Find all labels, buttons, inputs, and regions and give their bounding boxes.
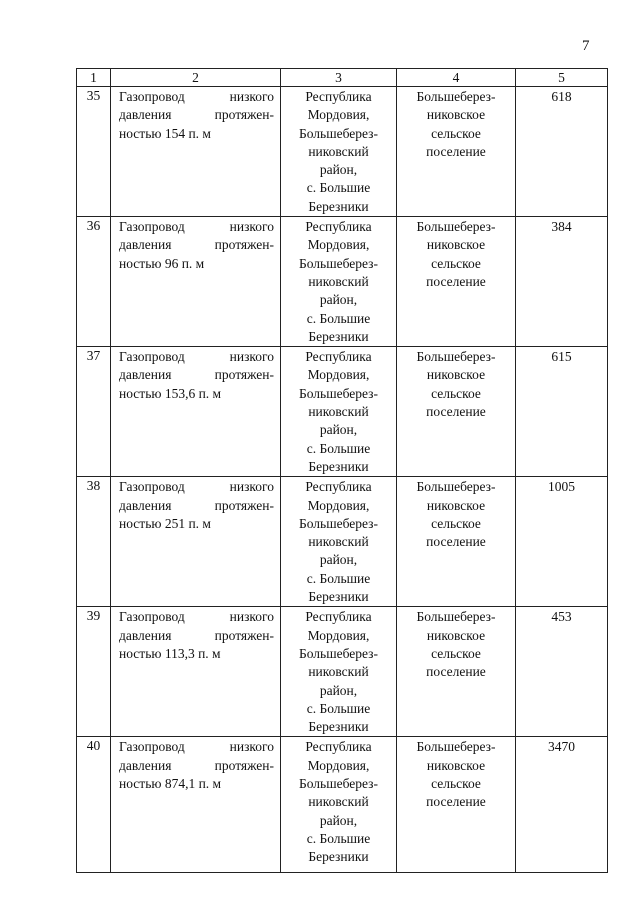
object-name-line: давления протяжен- <box>119 627 274 643</box>
municipality-line: сельское <box>431 515 481 531</box>
municipality-line: никовское <box>426 107 486 123</box>
municipality-line: поселение <box>426 404 486 420</box>
page-number: 7 <box>582 38 590 54</box>
location-line: Большеберез- <box>298 645 379 661</box>
municipality-cell <box>397 347 516 477</box>
municipality-line: Большеберез- <box>416 89 496 104</box>
object-name-line: ностью 96 п. м <box>119 255 205 271</box>
municipality-line: Большеберез- <box>416 219 496 235</box>
location-line: Мордовия, <box>307 367 370 383</box>
location-line: Республика <box>305 609 372 625</box>
location-line: Республика <box>305 89 372 104</box>
object-name-line: Газопровод низкого <box>119 609 274 625</box>
location-line: Мордовия, <box>307 627 370 643</box>
objects-table <box>76 68 608 873</box>
value-cell: 453 <box>516 607 608 737</box>
location-line: никовский <box>308 273 369 289</box>
table-row <box>77 607 608 737</box>
municipality-line: сельское <box>431 125 481 141</box>
location-line: никовский <box>308 143 369 159</box>
location-line: никовский <box>308 404 369 420</box>
object-name-line: ностью 154 п. м <box>119 125 211 141</box>
location-line: Березники <box>308 198 369 214</box>
municipality-line: сельское <box>431 645 481 661</box>
municipality-cell <box>397 607 516 737</box>
object-name-cell <box>111 607 281 737</box>
municipality-cell <box>397 217 516 347</box>
location-line: Березники <box>308 328 369 344</box>
object-name-line: ностью 113,3 п. м <box>119 645 221 661</box>
location-line: с. Большие <box>306 570 371 586</box>
row-number-cell: 37 <box>77 347 111 477</box>
header-cell-3: 3 <box>281 69 397 87</box>
object-name-cell <box>111 737 281 873</box>
location-line: район, <box>319 422 358 438</box>
location-line: Мордовия, <box>307 497 370 513</box>
municipality-line: сельское <box>431 255 481 271</box>
location-line: с. Большие <box>306 180 371 196</box>
location-line: никовский <box>308 534 369 550</box>
municipality-cell <box>397 87 516 217</box>
municipality-line: поселение <box>426 143 486 159</box>
row-number-cell: 39 <box>77 607 111 737</box>
object-name-line: ностью 153,6 п. м <box>119 385 222 401</box>
location-line: Большеберез- <box>298 775 379 791</box>
location-line: никовский <box>308 794 369 810</box>
header-cell-4: 4 <box>397 69 516 87</box>
municipality-line: Большеберез- <box>416 349 496 365</box>
object-name-line: ностью 874,1 п. м <box>119 775 222 791</box>
location-line: Большеберез- <box>298 515 379 531</box>
location-line: Мордовия, <box>307 757 370 773</box>
object-name-line: давления протяжен- <box>119 107 274 123</box>
municipality-line: никовское <box>426 627 486 643</box>
value-cell: 3470 <box>516 737 608 873</box>
location-line: Республика <box>305 739 372 755</box>
object-name-line: Газопровод низкого <box>119 349 274 365</box>
municipality-line: Большеберез- <box>416 479 496 495</box>
location-line: с. Большие <box>306 700 371 716</box>
location-cell <box>281 607 397 737</box>
location-line: район, <box>319 292 358 308</box>
municipality-line: поселение <box>426 664 486 680</box>
location-line: никовский <box>308 664 369 680</box>
location-line: район, <box>319 682 358 698</box>
municipality-line: поселение <box>426 273 486 289</box>
location-line: Мордовия, <box>307 107 370 123</box>
municipality-line: сельское <box>431 385 481 401</box>
header-cell-5: 5 <box>516 69 608 87</box>
table-row <box>77 217 608 347</box>
location-line: Республика <box>305 219 372 235</box>
header-row <box>77 69 608 87</box>
municipality-line: никовское <box>426 497 486 513</box>
value-cell: 1005 <box>516 477 608 607</box>
object-name-line: ностью 251 п. м <box>119 515 211 531</box>
location-line: с. Большие <box>306 310 371 326</box>
header-cell-1: 1 <box>77 69 111 87</box>
location-line: Березники <box>308 719 369 735</box>
object-name-cell <box>111 217 281 347</box>
row-number-cell: 36 <box>77 217 111 347</box>
table-body <box>77 87 608 873</box>
municipality-line: никовское <box>426 237 486 253</box>
value-cell: 384 <box>516 217 608 347</box>
municipality-line: никовское <box>426 757 486 773</box>
location-line: Березники <box>308 458 369 474</box>
municipality-line: поселение <box>426 794 486 810</box>
municipality-line: Большеберез- <box>416 609 496 625</box>
value-cell: 618 <box>516 87 608 217</box>
object-name-line: давления протяжен- <box>119 757 274 773</box>
object-name-cell <box>111 347 281 477</box>
object-name-line: Газопровод низкого <box>119 739 274 755</box>
object-name-cell <box>111 477 281 607</box>
object-name-line: давления протяжен- <box>119 367 274 383</box>
location-line: Большеберез- <box>298 385 379 401</box>
municipality-line: сельское <box>431 775 481 791</box>
table-row <box>77 347 608 477</box>
location-line: район, <box>319 162 358 178</box>
location-line: Республика <box>305 349 372 365</box>
location-cell <box>281 87 397 217</box>
municipality-line: поселение <box>426 534 486 550</box>
object-name-line: Газопровод низкого <box>119 219 274 235</box>
row-number-cell: 38 <box>77 477 111 607</box>
location-line: Березники <box>308 849 369 865</box>
object-name-line: давления протяжен- <box>119 237 274 253</box>
location-line: Березники <box>308 589 369 605</box>
location-cell <box>281 737 397 873</box>
municipality-cell <box>397 477 516 607</box>
table-row <box>77 477 608 607</box>
row-number-cell: 35 <box>77 87 111 217</box>
object-name-line: давления протяжен- <box>119 497 274 513</box>
object-name-line: Газопровод низкого <box>119 479 274 495</box>
municipality-line: Большеберез- <box>416 739 496 755</box>
location-cell <box>281 347 397 477</box>
row-number-cell: 40 <box>77 737 111 873</box>
header-cell-2: 2 <box>111 69 281 87</box>
location-line: Большеберез- <box>298 125 379 141</box>
location-cell <box>281 217 397 347</box>
location-line: район, <box>319 552 358 568</box>
table-row <box>77 87 608 217</box>
object-name-line: Газопровод низкого <box>119 89 274 104</box>
municipality-line: никовское <box>426 367 486 383</box>
municipality-cell <box>397 737 516 873</box>
location-line: Мордовия, <box>307 237 370 253</box>
location-cell <box>281 477 397 607</box>
table-row <box>77 737 608 873</box>
object-name-cell <box>111 87 281 217</box>
location-line: район, <box>319 812 358 828</box>
location-line: Республика <box>305 479 372 495</box>
location-line: Большеберез- <box>298 255 379 271</box>
value-cell: 615 <box>516 347 608 477</box>
location-line: с. Большие <box>306 440 371 456</box>
location-line: с. Большие <box>306 830 371 846</box>
